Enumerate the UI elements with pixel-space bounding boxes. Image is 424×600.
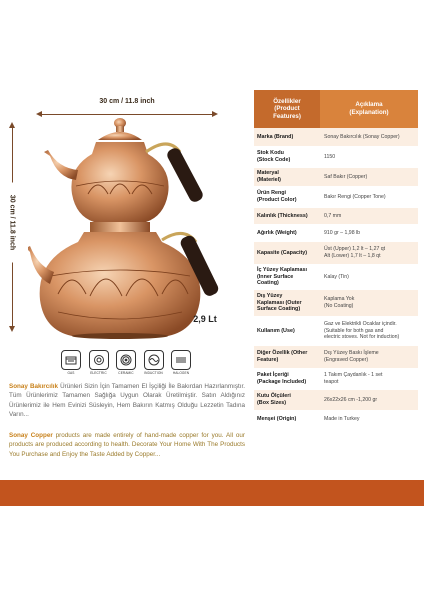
spec-value: 0,7 mm bbox=[324, 212, 342, 219]
spec-key: Ürün Rengi (Product Color) bbox=[257, 190, 297, 203]
spec-key: Stok Kodu (Stock Code) bbox=[257, 150, 291, 163]
copper-teapot-image bbox=[28, 116, 228, 340]
description-tr-text: Ürünleri Sizin İçin Tamamen El İşçiliği İle Bakırdan Hazırlanmıştır. Tüm Ürünlerimiz Tamamen Sağlığa Uygun Olarak Üretilmiştir. Satın Aldığınız Ürünlerimiz ile Hem Evinizi Süsleyin, Hem Bakırın Katmış Olduğu Lezzetin Tadına Varın... bbox=[9, 383, 245, 418]
spec-key: Kullanım (Use) bbox=[257, 327, 295, 334]
header-explanation: Açıklama (Explanation) bbox=[320, 90, 418, 128]
spec-key: Materyal (Materiel) bbox=[257, 170, 281, 183]
spec-value: Kaplama Yok (No Coating) bbox=[324, 296, 355, 309]
product-image-area bbox=[0, 88, 254, 374]
electric-stove-icon: ELECTRIC bbox=[88, 350, 110, 378]
spec-table bbox=[254, 90, 418, 428]
description-english bbox=[9, 431, 245, 459]
spec-key: Paket İçeriği (Package Included) bbox=[257, 372, 307, 385]
spec-key: Ağırlık (Weight) bbox=[257, 229, 297, 236]
induction-stove-icon: INDUCTION bbox=[143, 350, 165, 378]
spec-key: Marka (Brand) bbox=[257, 133, 294, 140]
description-turkish bbox=[9, 382, 245, 419]
capacity-badge: 2,9 Lt bbox=[193, 314, 217, 324]
spec-row bbox=[254, 390, 418, 410]
spec-row bbox=[254, 290, 418, 316]
halogen-stove-icon: HALOGEN bbox=[170, 350, 192, 378]
height-dimension bbox=[4, 124, 22, 330]
spec-value: 1 Takım Çaydanlık - 1 set teapot bbox=[324, 372, 383, 385]
spec-value: 1150 bbox=[324, 153, 336, 160]
spec-rows bbox=[254, 128, 418, 428]
spec-key: Diğer Özellik (Other Feature) bbox=[257, 350, 308, 363]
spec-value: Kalay (Tin) bbox=[324, 273, 349, 280]
header-features: Özellikler (Product Features) bbox=[254, 90, 320, 128]
spec-value: Dış Yüzey Baskı İşleme (Engraved Copper) bbox=[324, 350, 379, 363]
spec-value: Made in Turkey bbox=[324, 415, 360, 422]
spec-row bbox=[254, 128, 418, 146]
spec-table-header bbox=[254, 90, 418, 128]
width-label: 30 cm / 11.8 inch bbox=[99, 98, 155, 105]
spec-key: Kapasite (Capacity) bbox=[257, 249, 308, 256]
brand-name-en: Sonay Copper bbox=[9, 432, 53, 439]
spec-value: Bakır Rengi (Copper Tone) bbox=[324, 193, 386, 200]
spec-row bbox=[254, 224, 418, 242]
spec-row bbox=[254, 264, 418, 290]
spec-key: Kutu Ölçüleri (Box Sizes) bbox=[257, 393, 291, 406]
spec-value: 910 gr – 1,98 lb bbox=[324, 229, 361, 236]
spec-row bbox=[254, 186, 418, 208]
description-en-text: products are made entirely of hand-made copper for you. All our products are produced according to health. Decorate Your Home With The Products You Purchase and Enjoy the Taste Added by Copper... bbox=[9, 432, 245, 458]
spec-row bbox=[254, 208, 418, 224]
spec-row bbox=[254, 168, 418, 186]
spec-row bbox=[254, 346, 418, 368]
spec-row bbox=[254, 316, 418, 346]
spec-value: Sonay Bakırcılık (Sonay Copper) bbox=[324, 133, 400, 140]
ceramic-stove-icon: CERAMIC bbox=[115, 350, 137, 378]
product-banner bbox=[0, 88, 424, 512]
spec-value: Üst (Upper) 1,2 lt – 1,27 qt Alt (Lower) 1,7 lt – 1,8 qt bbox=[324, 246, 386, 259]
gas-stove-icon: GAS bbox=[60, 350, 82, 378]
stove-compatibility-icons bbox=[60, 350, 192, 378]
height-label: 30 cm / 11.8 inch bbox=[9, 183, 16, 263]
spec-key: Kalınlık (Thickness) bbox=[257, 212, 308, 219]
spec-row bbox=[254, 242, 418, 264]
spec-row bbox=[254, 368, 418, 390]
spec-value: Saf Bakır (Copper) bbox=[324, 173, 368, 180]
footer-bar bbox=[0, 480, 424, 506]
spec-key: Dış Yüzey Kaplaması (Outer Surface Coating) bbox=[257, 292, 302, 313]
spec-value: 26x22x26 cm -1,200 gr bbox=[324, 396, 378, 403]
spec-key: Menşei (Origin) bbox=[257, 415, 297, 422]
spec-row bbox=[254, 146, 418, 168]
brand-name-tr: Sonay Bakırcılık bbox=[9, 383, 58, 390]
spec-value: Gaz ve Elektrikli Ocaklar içindir. (Suitable for both gas and electric stoves. Not for induction) bbox=[324, 320, 400, 341]
spec-row bbox=[254, 410, 418, 428]
spec-key: İç Yüzey Kaplaması (Inner Surface Coating) bbox=[257, 266, 307, 287]
